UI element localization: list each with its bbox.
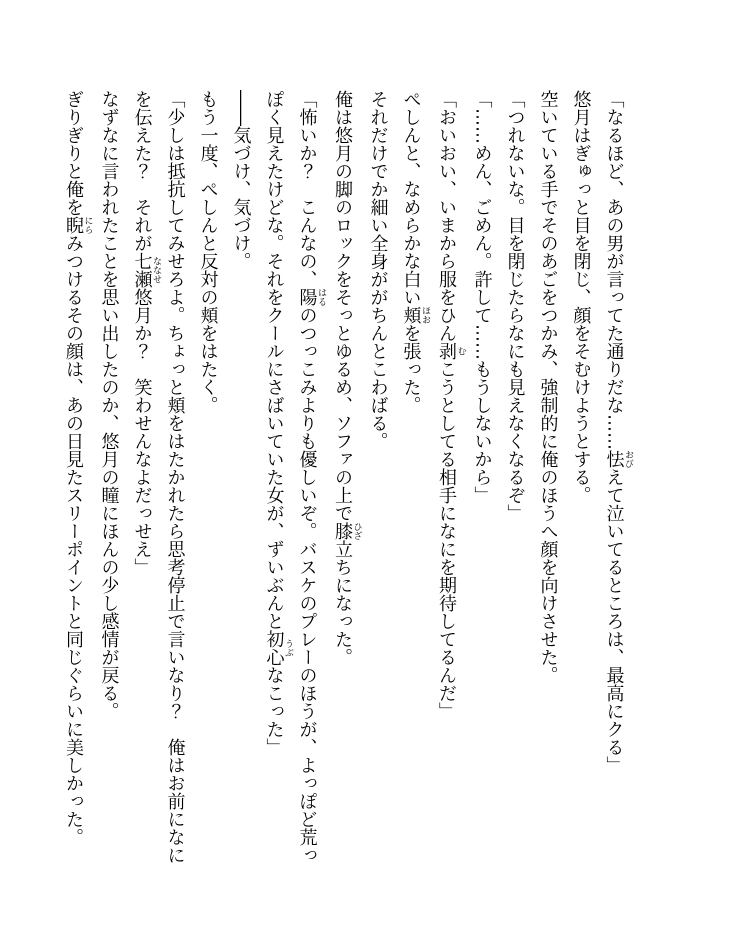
furigana-ruby: 怯おび: [603, 450, 633, 468]
paragraph: ぎりぎりと俺を睨にらみつけるその顔は、あの日見たスリーポイントと同じぐらいに美しかった。: [63, 90, 93, 846]
novel-text-block: [57, 90, 633, 866]
paragraph: 「なるほど、あの男が言ってた通りだな……怯おびえて泣いてるところは、最高にクる」: [603, 90, 633, 774]
furigana-ruby: 七瀬ななせ: [131, 252, 161, 288]
furigana-ruby: 膝ひざ: [332, 522, 362, 540]
furigana-reading: む: [455, 342, 466, 360]
furigana-reading: ななせ: [151, 252, 161, 288]
furigana-ruby: 初心うぶ: [263, 630, 293, 666]
paragraph: ぺしんと、なめらかな白い頬ほおを張った。: [400, 90, 430, 414]
furigana-ruby: 陽はる: [296, 288, 326, 306]
paragraph: 空いている手でそのあごをつかみ、強制的に俺のほうへ顔を向けさせた。: [537, 90, 559, 684]
paragraph: 「怖いか？ こんなの、陽はるのつっこみよりも優しいぞ。バスケのプレーのほうが、よっぽど荒っぽく見えたけどな。それをクールにさばいていた女が、ずいぶんと初心うぶなこった」: [263, 90, 326, 864]
furigana-reading: ほお: [420, 306, 430, 324]
furigana-reading: にら: [82, 216, 93, 234]
paragraph: それだけでか細い全身ががちんとこわばる。: [367, 90, 389, 450]
paragraph: 俺は悠月の脚のロックをそっとゆるめ、ソファの上で膝ひざ立ちになった。: [332, 90, 362, 666]
paragraph: 悠月はぎゅっと目を閉じ、顔をそむけようとする。: [570, 90, 592, 504]
paragraph: なずなに言われたことを思い出したのか、悠月の瞳にほんの少し感情が戻る。: [98, 90, 120, 720]
paragraph: ――気づけ、気づけ。: [230, 90, 252, 270]
furigana-ruby: 睨にら: [63, 216, 93, 234]
furigana-ruby: 剥む: [436, 342, 466, 360]
paragraph: 「……めん、ごめん。許して……もうしないから」: [471, 90, 493, 504]
furigana-ruby: 頬ほお: [400, 306, 430, 324]
paragraph: もう一度、ぺしんと反対の頬をはたく。: [197, 90, 219, 414]
furigana-reading: おび: [623, 450, 633, 468]
paragraph: 「少しは抵抗してみせろよ。ちょっと頬をはたかれたら思考停止で言いなり？ 俺はお前になにを伝えた？ それが七瀬ななせ悠月か？ 笑わせんなよだっせえ」: [131, 90, 186, 864]
furigana-reading: ひざ: [351, 522, 362, 540]
paragraph: 「おいおい、いまから服をひん剥むこうとしてる相手になにを期待してるんだ」: [436, 90, 466, 720]
furigana-reading: はる: [316, 288, 326, 306]
paragraph: 「つれないな。目を閉じたらなにも見えなくなるぞ」: [504, 90, 526, 522]
furigana-reading: うぶ: [283, 630, 293, 666]
